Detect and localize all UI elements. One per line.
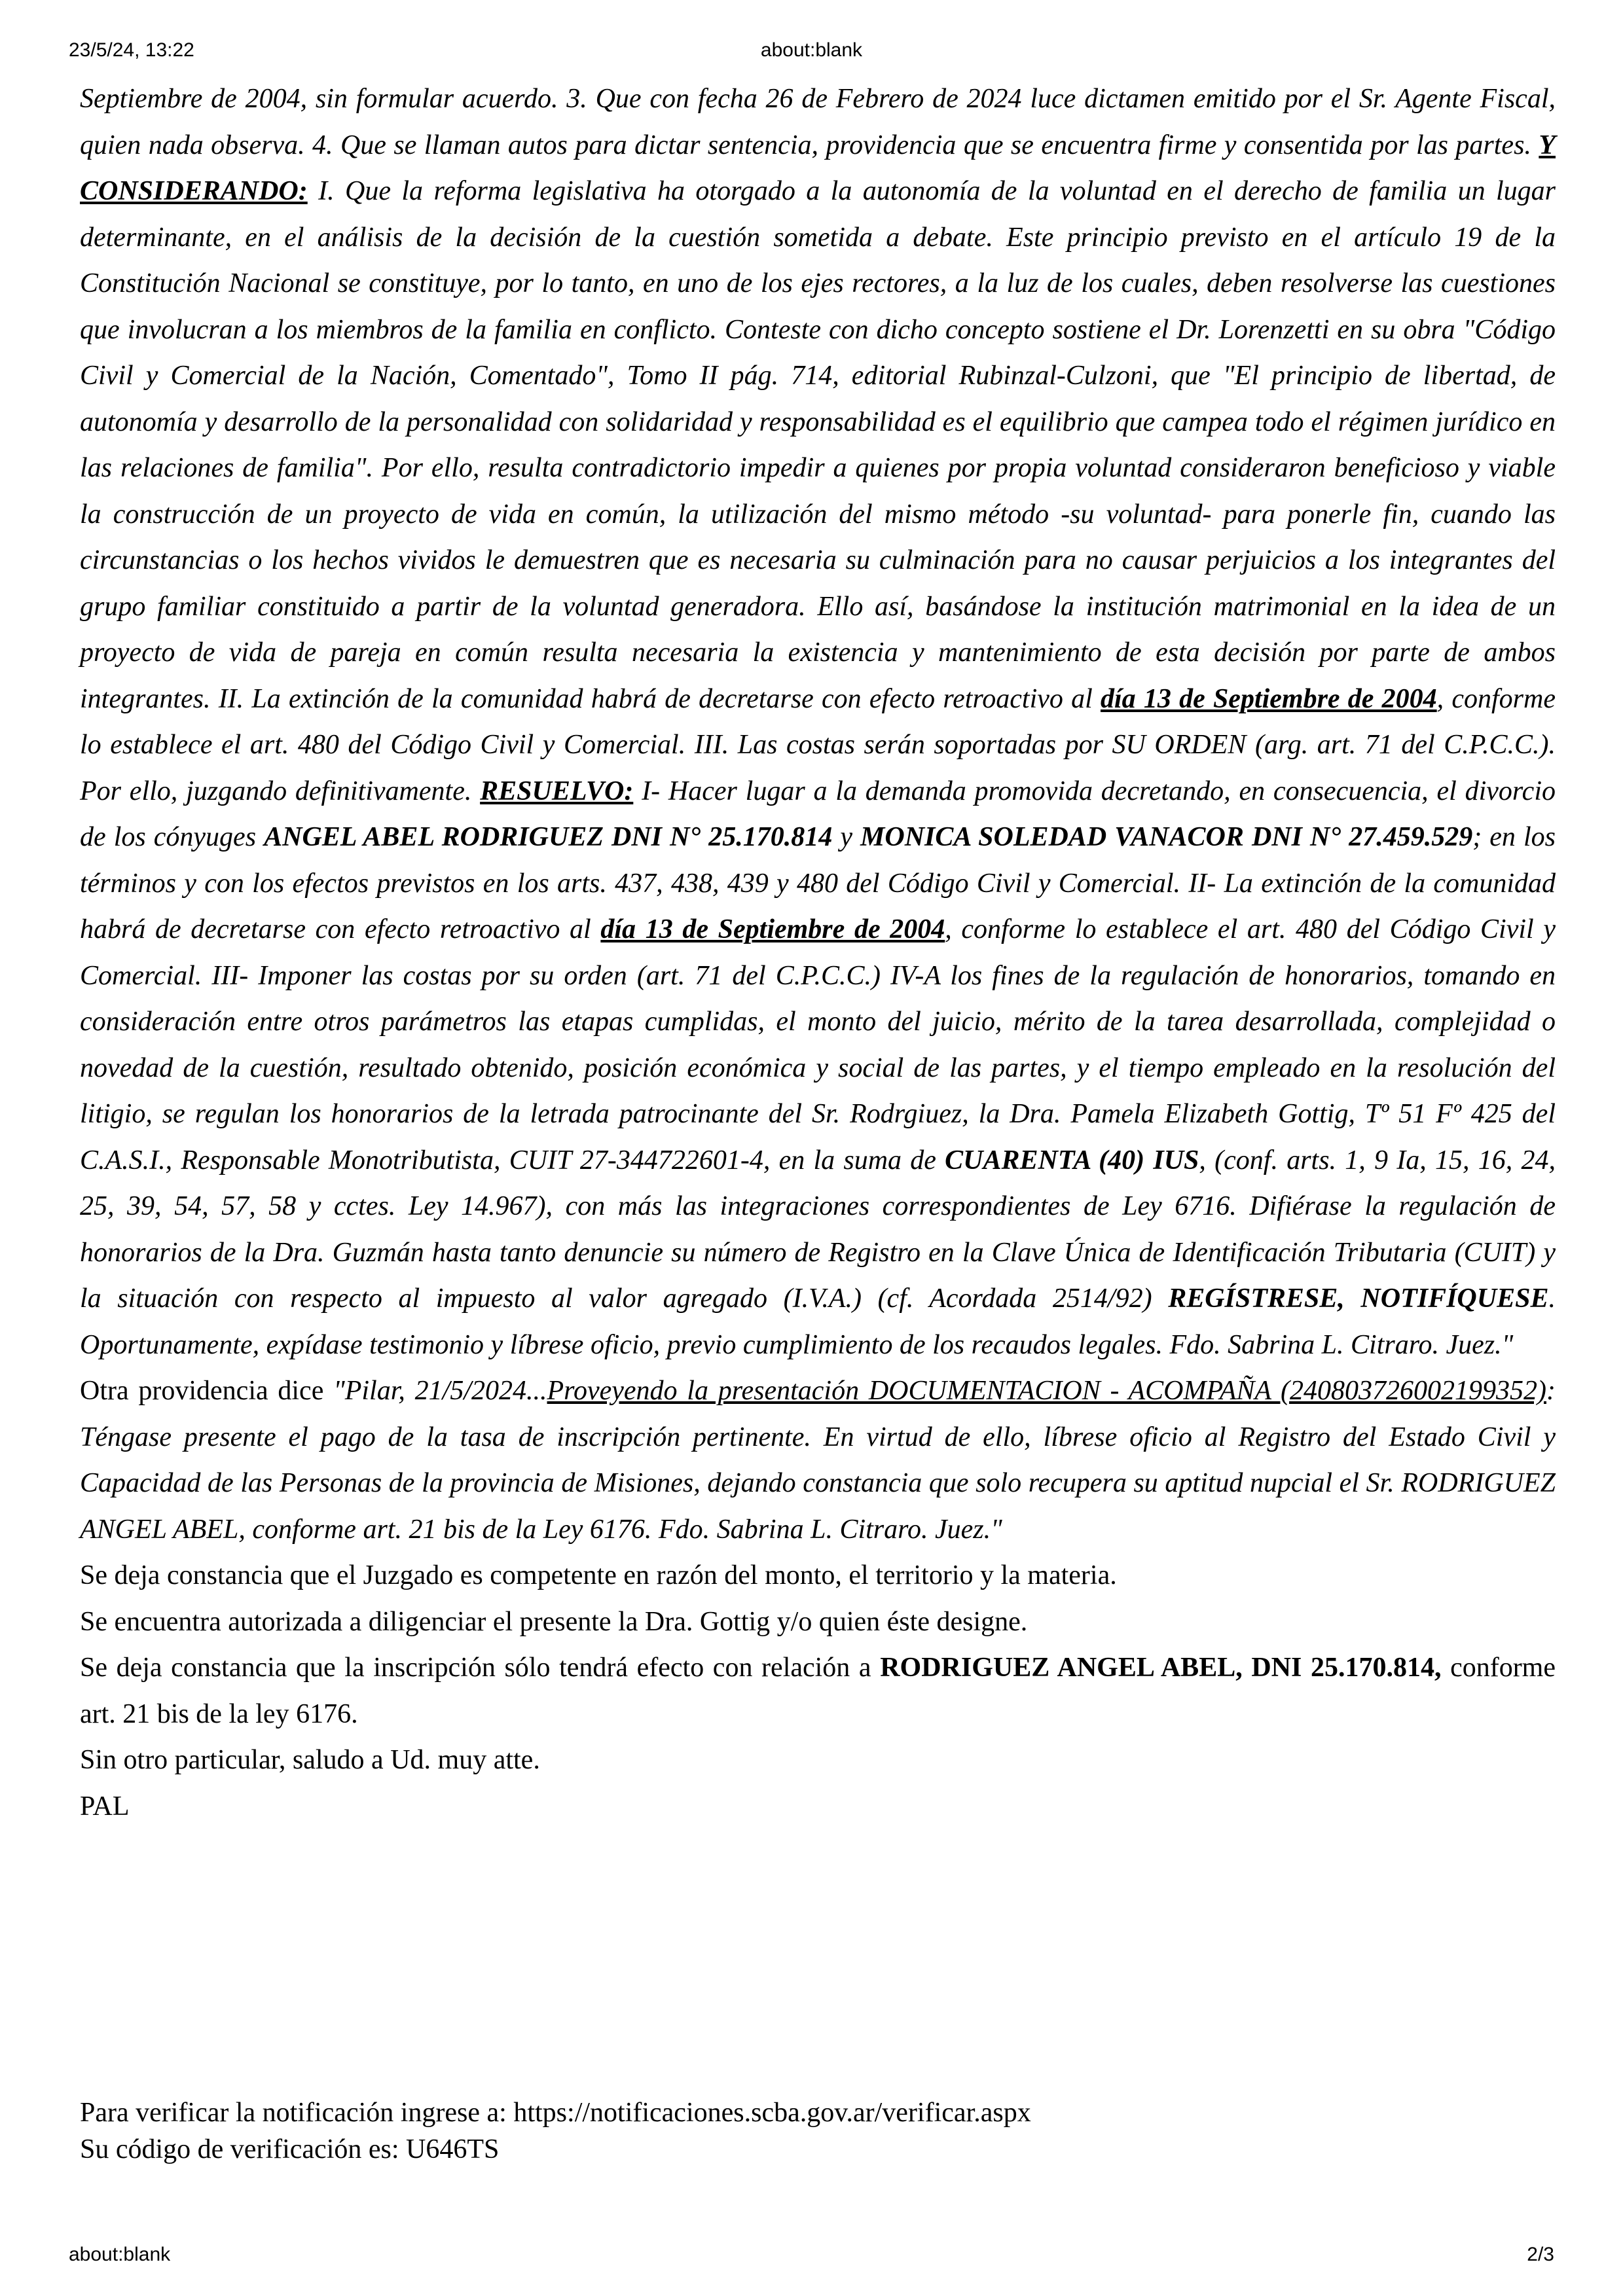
fee-amount: CUARENTA (40) IUS <box>945 1145 1199 1175</box>
verification-block <box>80 2094 1556 2168</box>
browser-footer-url: about:blank <box>69 2244 171 2265</box>
filing-link[interactable]: Proveyendo la presentación DOCUMENTACION - ACOMPAÑA (240803726002199352) <box>547 1376 1546 1406</box>
document-body <box>80 76 1556 1829</box>
page-number: 2/3 <box>1527 2244 1554 2265</box>
text-segment: I. Que la reforma legislativa ha otorgado a la autonomía de la voluntad en el derecho de familia un lugar determinante, en el análisis de la decisión de la cuestión sometida a debate. Este principio previsto en el artículo 19 de la Constitución Nacional se constituye, por lo tanto, en uno de los ejes rectores, a la luz de los cuales, deben resolverse las cuestiones que involucran a los miembros de la familia en conflicto. Conteste con dicho concepto sostiene el Dr. Lorenzetti en su obra "Código Civil y Comercial de la Nación, Comentado", Tomo II pág. 714, editorial Rubinzal-Culzoni, que "El principio de libertad, de autonomía y desarrollo de la personalidad con solidaridad y responsabilidad es el equilibrio que campea todo el régimen jurídico en las relaciones de familia". Por ello, resulta contradictorio impedir a quienes por propia voluntad consideraron beneficioso y viable la construcción de un proyecto de vida en común, la utilización del mismo método -su voluntad- para ponerle fin, cuando las circunstancias o los hechos vividos le demuestren que es necesaria su culminación para no causar perjuicios a los integrantes del grupo familiar constituido a partir de la voluntad generadora. Ello así, basándose la institución matrimonial en la idea de un proyecto de vida de pareja en común resulta necesaria la existencia y mantenimiento de esta decisión por parte de ambos integrantes. II. La extinción de la comunidad habrá de decretarse con efecto retroactivo al <box>80 176 1556 714</box>
spouse-2: MONICA SOLEDAD VANACOR DNI N° 27.459.529 <box>860 822 1473 852</box>
sentence-paragraph <box>80 76 1556 1368</box>
other-ruling-paragraph <box>80 1368 1556 1552</box>
resuelvo-label: RESUELVO: <box>480 776 634 806</box>
inscription-party: RODRIGUEZ ANGEL ABEL, DNI 25.170.814, <box>880 1653 1442 1683</box>
text-segment: , conforme lo establece el art. 480 del Código Civil y Comercial. III- Imponer las costas por su orden (art. 71 del C.P.C.C.) IV-A los fines de la regulación de honorarios, tomando en consideración entre otros parámetros las etapas cumplidas, el monto del juicio, mérito de la tarea desarrollada, complejidad o novedad de la cuestión, resultado obtenido, posición económica y social de las partes, y el tiempo empleado en la resolución del litigio, se regulan los honorarios de la letrada patrocinante del Sr. Rodrgiuez, la Dra. Pamela Elizabeth Gottig, Tº 51 Fº 425 del C.A.S.I., Responsable Monotributista, CUIT 27-344722601-4, en la suma de <box>80 914 1556 1175</box>
retroactive-date: día 13 de Septiembre de 2004 <box>600 914 945 944</box>
text-segment: Se deja constancia que la inscripción sólo tendrá efecto con relación a <box>80 1653 881 1683</box>
text-segment: , conforme lo establece el art. 480 del Código Civil y Comercial. III. Las costas serán soportadas por SU ORDEN (arg. art. 71 del C.P.C.C.). Por ello, juzgando definitivamente. <box>80 683 1556 806</box>
text-segment: conforme art. 21 bis de la ley 6176. <box>80 1653 1556 1729</box>
initials: PAL <box>80 1791 130 1821</box>
verification-url-line: Para verificar la notificación ingrese a: https://notificaciones.scba.gov.ar/verificar.aspx <box>80 2098 1031 2128</box>
verification-code-line: Su código de verificación es: U646TS <box>80 2134 500 2164</box>
inscription-paragraph <box>80 1645 1556 1737</box>
closing-paragraph: Sin otro particular, saludo a Ud. muy atte. <box>80 1745 540 1775</box>
register-notice: REGÍSTRESE, NOTIFÍQUESE <box>1168 1283 1549 1314</box>
authorized-paragraph: Se encuentra autorizada a diligenciar el presente la Dra. Gottig y/o quien éste designe. <box>80 1606 1028 1637</box>
text-segment: "Pilar, 21/5/2024... <box>333 1376 547 1406</box>
retroactive-date: día 13 de Septiembre de 2004 <box>1100 683 1437 714</box>
text-segment: , (conf. arts. 1, 9 Ia, 15, 16, 24, 25, 39, 54, 57, 58 y cctes. Ley 14.967), con más las integraciones correspondientes de Ley 6716. Difiérase la regulación de honorarios de la Dra. Guzmán hasta tanto denuncie su número de Registro en la Clave Única de Identificación Tributaria (CUIT) y la situación con respecto al impuesto al valor agregado (I.V.A.) (cf. Acordada 2514/92) <box>80 1145 1556 1314</box>
competence-paragraph: Se deja constancia que el Juzgado es competente en razón del monto, el territorio y la materia. <box>80 1560 1117 1590</box>
text-segment: I- Hacer lugar a la demanda promovida decretando, en consecuencia, el divorcio de los cónyuges <box>80 776 1556 852</box>
spouse-1: ANGEL ABEL RODRIGUEZ DNI N° 25.170.814 <box>264 822 833 852</box>
text-segment: ; en los términos y con los efectos previstos en los arts. 437, 438, 439 y 480 del Código Civil y Comercial. II- La extinción de la comunidad habrá de decretarse con efecto retroactivo al <box>80 822 1556 944</box>
text-segment: . Oportunamente, expídase testimonio y líbrese oficio, previo cumplimiento de los recaudos legales. Fdo. Sabrina L. Citraro. Juez." <box>80 1283 1556 1360</box>
text-segment: y <box>832 822 861 852</box>
browser-header-datetime: 23/5/24, 13:22 <box>69 39 194 61</box>
text-segment: : Téngase presente el pago de la tasa de inscripción pertinente. En virtud de ello, líbrese oficio al Registro del Estado Civil y Capacidad de las Personas de la provincia de Misiones, dejando constancia que solo recupera su aptitud nupcial el Sr. RODRIGUEZ ANGEL ABEL, conforme art. 21 bis de la Ley 6176. Fdo. Sabrina L. Citraro. Juez." <box>80 1376 1556 1545</box>
text-segment: Septiembre de 2004, sin formular acuerdo. 3. Que con fecha 26 de Febrero de 2024 luce dictamen emitido por el Sr. Agente Fiscal, quien nada observa. 4. Que se llaman autos para dictar sentencia, providencia que se encuentra firme y consentida por las partes. <box>80 84 1556 160</box>
considerando-label: Y CONSIDERANDO: <box>80 130 1556 206</box>
text-segment: Otra providencia dice <box>80 1376 334 1406</box>
browser-header-url: about:blank <box>760 39 863 61</box>
